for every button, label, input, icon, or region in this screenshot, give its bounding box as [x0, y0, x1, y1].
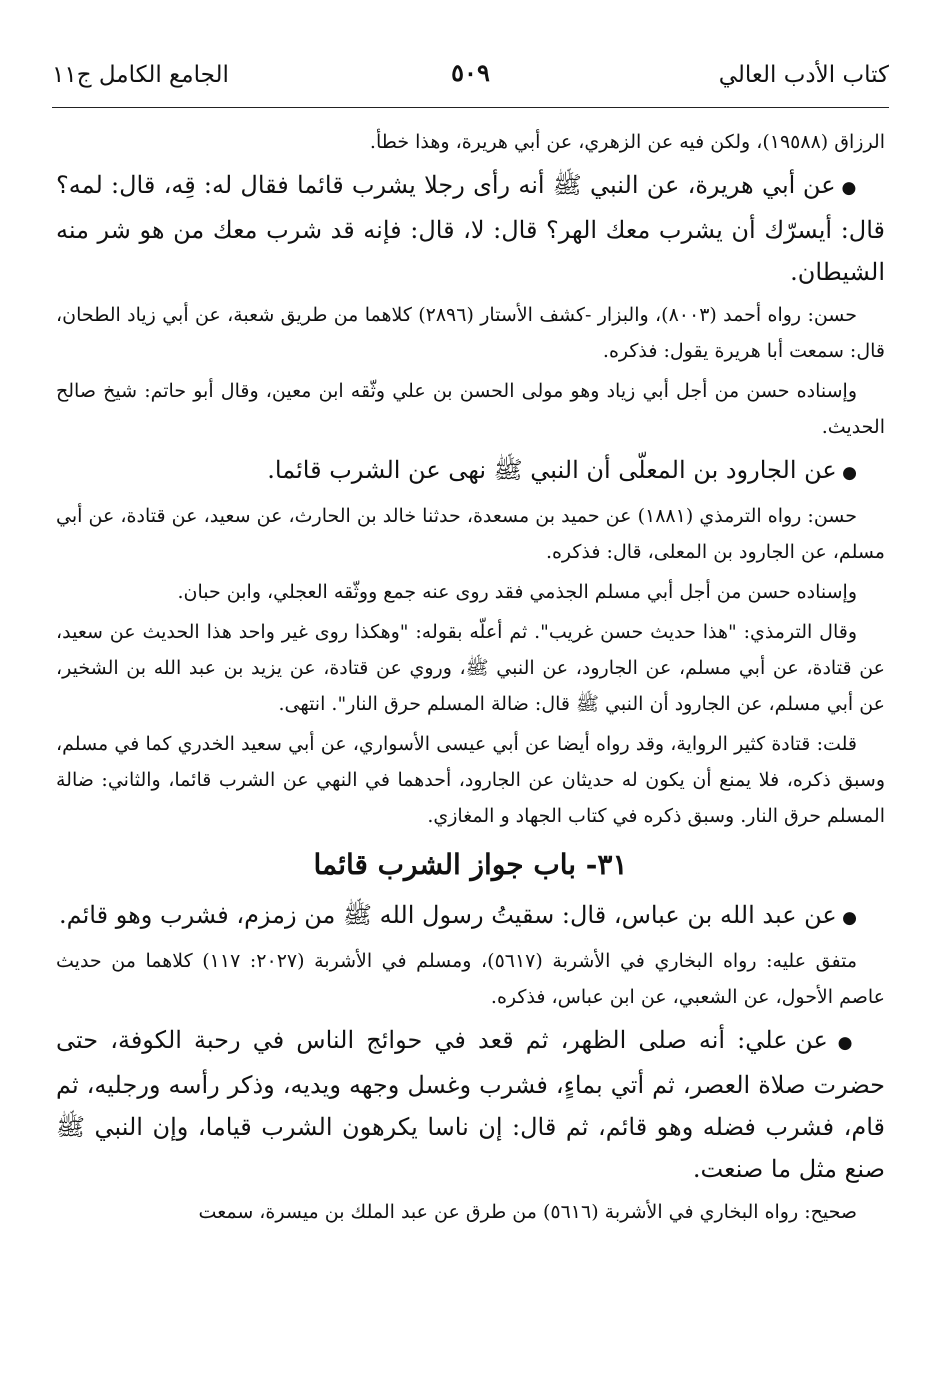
running-head-book: كتاب الأدب العالي	[718, 62, 889, 88]
page-number: ٥٠٩	[451, 58, 490, 87]
hadith-paragraph: ● عن عبد الله بن عباس، قال: سقيتُ رسول الله ﷺ من زمزم، فشرب وهو قائم.	[56, 894, 885, 939]
text-paragraph: وقال الترمذي: "هذا حديث حسن غريب". ثم أعلّه بقوله: "وهكذا روى غير واحد هذا الحديث عن سعيد، عن قتادة، عن أبي مسلم، عن الجارود، عن النبي ﷺ، وروي عن قتادة، عن يزيد بن عبد الله بن الشخير، عن أبي مسلم، عن الجارود أن النبي ﷺ قال: ضالة المسلم حرق النار". انتهى.	[56, 621, 885, 715]
hadith-paragraph: ● عن علي: أنه صلى الظهر، ثم قعد في حوائج الناس في رحبة الكوفة، حتى حضرت صلاة العصر، ثم أتي بماءٍ، فشرب وغسل وجهه ويديه، وذكر رأسه ورجليه، ثم قام، فشرب فضله وهو قائم، ثم قال: إن ناسا يكرهون الشرب قياما، وإن النبي ﷺ صنع مثل ما صنعت.	[56, 1019, 885, 1190]
text-paragraph: حسن: رواه الترمذي (١٨٨١) عن حميد بن مسعدة، حدثنا خالد بن الحارث، عن سعيد، عن قتادة، عن أبي مسلم، عن الجارود بن المعلى، قال: فذكره.	[56, 505, 885, 563]
page-header	[52, 58, 889, 98]
header-divider	[52, 107, 889, 108]
text-paragraph: حسن: رواه أحمد (٨٠٠٣)، والبزار -كشف الأستار (٢٨٩٦) كلاهما من طريق شعبة، عن أبي زياد الطحان، قال: سمعت أبا هريرة يقول: فذكره.	[56, 304, 885, 362]
hadith-paragraph: ● عن أبي هريرة، عن النبي ﷺ أنه رأى رجلا يشرب قائما فقال له: قِه، قال: لمه؟ قال: أيسرّك أن يشرب معك الهر؟ قال: لا، قال: فإنه قد شرب معك من هو شر منه الشيطان.	[56, 164, 885, 293]
section-heading: ٣١- باب جواز الشرب قائما	[313, 848, 628, 881]
text-paragraph: وإسناده حسن من أجل أبي مسلم الجذمي فقد روى عنه جمع ووثّقه العجلي، وابن حبان.	[177, 581, 857, 603]
text-paragraph: صحيح: رواه البخاري في الأشربة (٥٦١٦) من طرق عن عبد الملك بن ميسرة، سمعت	[198, 1201, 857, 1223]
page-body	[56, 124, 885, 1234]
text-paragraph: قلت: قتادة كثير الرواية، وقد رواه أيضا عن أبي عيسى الأسواري، عن أبي سعيد الخدري كما في مسلم، وسبق ذكره، فلا يمنع أن يكون له حديثان عن الجارود، أحدهما في النهي عن الشرب قائما، والثاني: ضالة المسلم حرق النار. وسبق ذكره في كتاب الجهاد و المغازي.	[56, 733, 885, 827]
text-paragraph: وإسناده حسن من أجل أبي زياد وهو مولى الحسن بن علي وثّقه ابن معين، وقال أبو حاتم: شيخ صالح الحديث.	[56, 380, 885, 438]
hadith-paragraph: ● عن الجارود بن المعلّى أن النبي ﷺ نهى عن الشرب قائما.	[56, 449, 885, 494]
text-paragraph: متفق عليه: رواه البخاري في الأشربة (٥٦١٧)، ومسلم في الأشربة (٢٠٢٧: ١١٧) كلاهما من حديث عاصم الأحول، عن الشعبي، عن ابن عباس، فذكره.	[56, 950, 885, 1008]
text-paragraph: الرزاق (١٩٥٨٨)، ولكن فيه عن الزهري، عن أبي هريرة، وهذا خطأ.	[369, 131, 885, 153]
running-head-volume: الجامع الكامل ج١١	[52, 62, 229, 88]
